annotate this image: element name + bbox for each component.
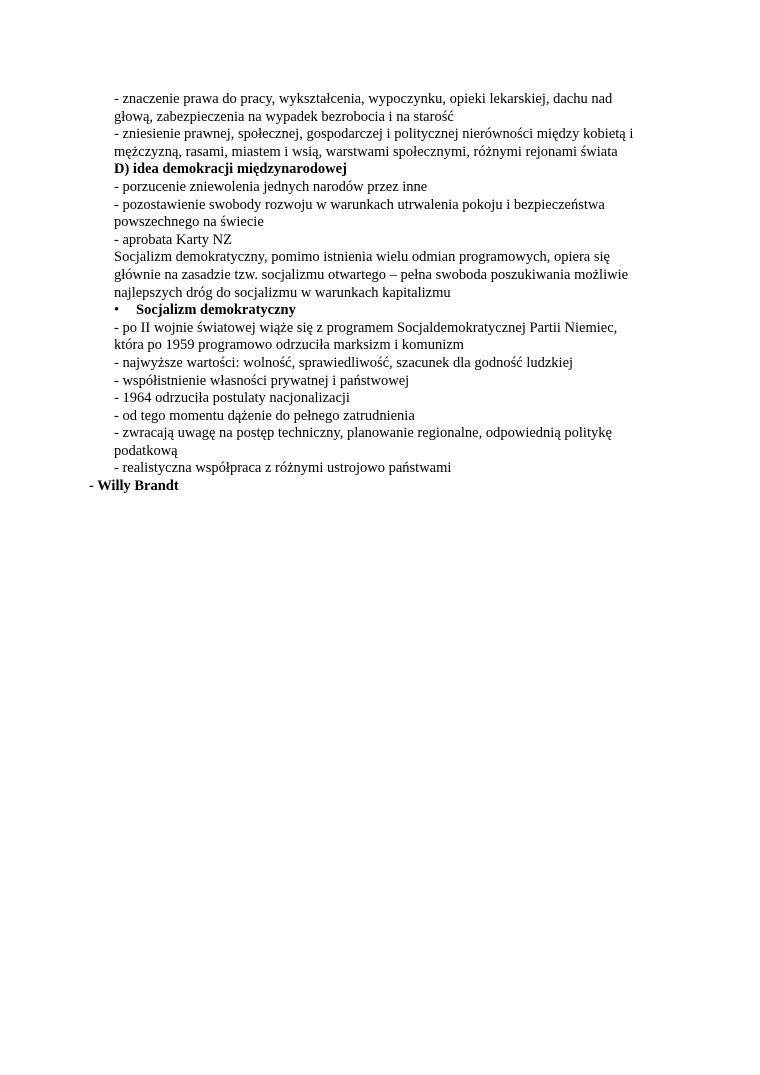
text-line: - od tego momentu dążenie do pełnego zatrudnienia (114, 407, 415, 424)
bullet-heading-row (114, 302, 674, 320)
text-line: - 1964 odrzuciła postulaty nacjonalizacji (114, 390, 350, 407)
bullet-icon: • (114, 302, 120, 319)
text-line: - po II wojnie światowej wiąże się z programem Socjaldemokratycznej Partii Niemiec, (114, 319, 618, 336)
text-line: najlepszych dróg do socjalizmu w warunkach kapitalizmu (114, 284, 451, 301)
text-line: Socjalizm demokratyczny, pomimo istnienia wielu odmian programowych, opiera się (114, 249, 610, 266)
document-body (89, 91, 674, 496)
bullet-heading: Socjalizm demokratyczny (136, 302, 296, 319)
text-line: podatkową (114, 442, 178, 459)
text-line: - realistyczna współpraca z różnymi ustrojowo państwami (114, 460, 452, 477)
text-line: - zniesienie prawnej, społecznej, gospodarczej i politycznej nierówności między kobietą i (114, 126, 634, 143)
text-line: - pozostawienie swobody rozwoju w warunkach utrwalenia pokoju i bezpieczeństwa (114, 196, 605, 213)
text-line: która po 1959 programowo odrzuciła marksizm i komunizm (114, 337, 464, 354)
text-line: - współistnienie własności prywatnej i państwowej (114, 372, 410, 389)
text-line: głównie na zasadzie tzw. socjalizmu otwartego – pełna swoboda poszukiwania możliwie (114, 266, 629, 283)
final-line: - Willy Brandt (89, 478, 179, 495)
text-line: - znaczenie prawa do pracy, wykształcenia, wypoczynku, opieki lekarskiej, dachu nad (114, 91, 613, 107)
text-line: głową, zabezpieczenia na wypadek bezrobocia i na starość (114, 108, 454, 125)
section-d-heading: D) idea demokracji międzynarodowej (114, 161, 347, 178)
text-line: - najwyższe wartości: wolność, sprawiedliwość, szacunek dla godność ludzkiej (114, 354, 574, 371)
text-line: - porzucenie zniewolenia jednych narodów przez inne (114, 178, 428, 195)
text-line: - zwracają uwagę na postęp techniczny, planowanie regionalne, odpowiednią politykę (114, 425, 612, 442)
text-line: powszechnego na świecie (114, 214, 264, 231)
text-line: mężczyzną, rasami, miastem i wsią, warstwami społecznymi, różnymi rejonami świata (114, 143, 618, 160)
text-line: - aprobata Karty NZ (114, 231, 232, 248)
